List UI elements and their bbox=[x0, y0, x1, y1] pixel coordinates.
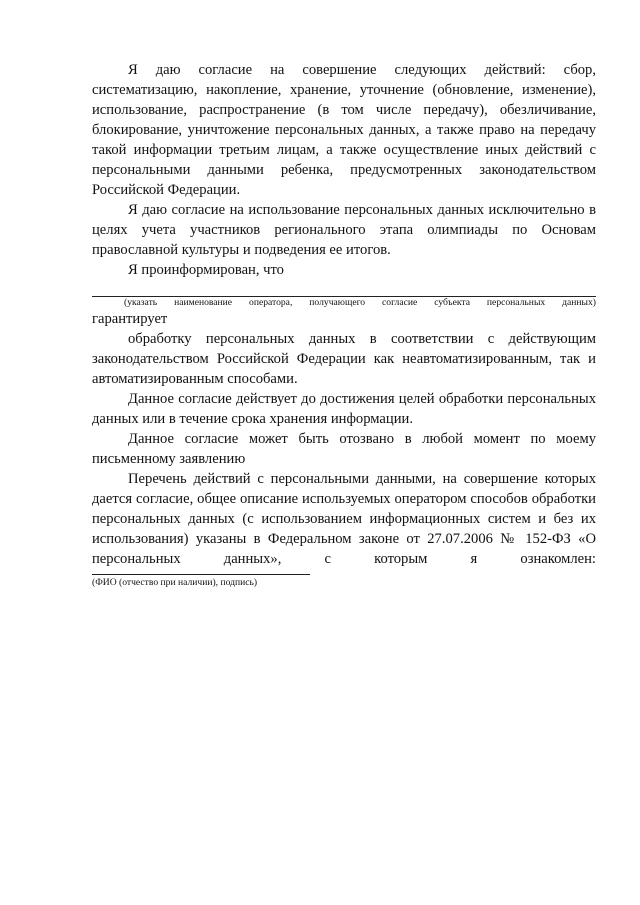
paragraph-legal-reference: Перечень действий с персональными данными, на совершение которых дается согласие, общее описание используемых оператором способов обработки персональных данных (с использованием информационных систем и без их использования) указаны в Федеральном законе от 27.07.2006 № 152-ФЗ «О персональных данных», с которым я ознакомлен: bbox=[92, 471, 596, 567]
guarantees-word: гарантирует bbox=[92, 311, 168, 327]
consent-document-page bbox=[92, 60, 596, 589]
paragraph-revocation: Данное согласие может быть отозвано в любой момент по моему письменному заявлению bbox=[92, 431, 596, 467]
operator-name-caption: (указать наименование оператора, получающего согласие субъекта персональных данных) bbox=[124, 297, 596, 308]
paragraph-informed: Я проинформирован, что bbox=[128, 262, 284, 278]
signature-caption: (ФИО (отчество при наличии), подпись) bbox=[92, 577, 258, 588]
paragraph-validity: Данное согласие действует до достижения целей обработки персональных данных или в течение срока хранения информации. bbox=[92, 391, 596, 427]
paragraph-purpose-consent: Я даю согласие на использование персональных данных исключительно в целях учета участников регионального этапа олимпиады по Основам православной культуры и подведения ее итогов. bbox=[92, 202, 596, 258]
paragraph-actions-consent: Я даю согласие на совершение следующих действий: сбор, систематизацию, накопление, хранение, уточнение (обновление, изменение), использование, распространение (в том числе передачу), обезличивание, блокирование, уничтожение персональных данных, а также право на передачу такой информации третьим лицам, а также осуществление иных действий с персональными данными ребенка, предусмотренных законодательством Российской Федерации. bbox=[92, 62, 596, 198]
signature-line bbox=[92, 573, 310, 575]
paragraph-processing: обработку персональных данных в соответствии с действующим законодательством Российской Федерации как неавтоматизированным, так и автоматизированным способами. bbox=[92, 331, 596, 387]
operator-name-blank-line bbox=[92, 286, 596, 297]
